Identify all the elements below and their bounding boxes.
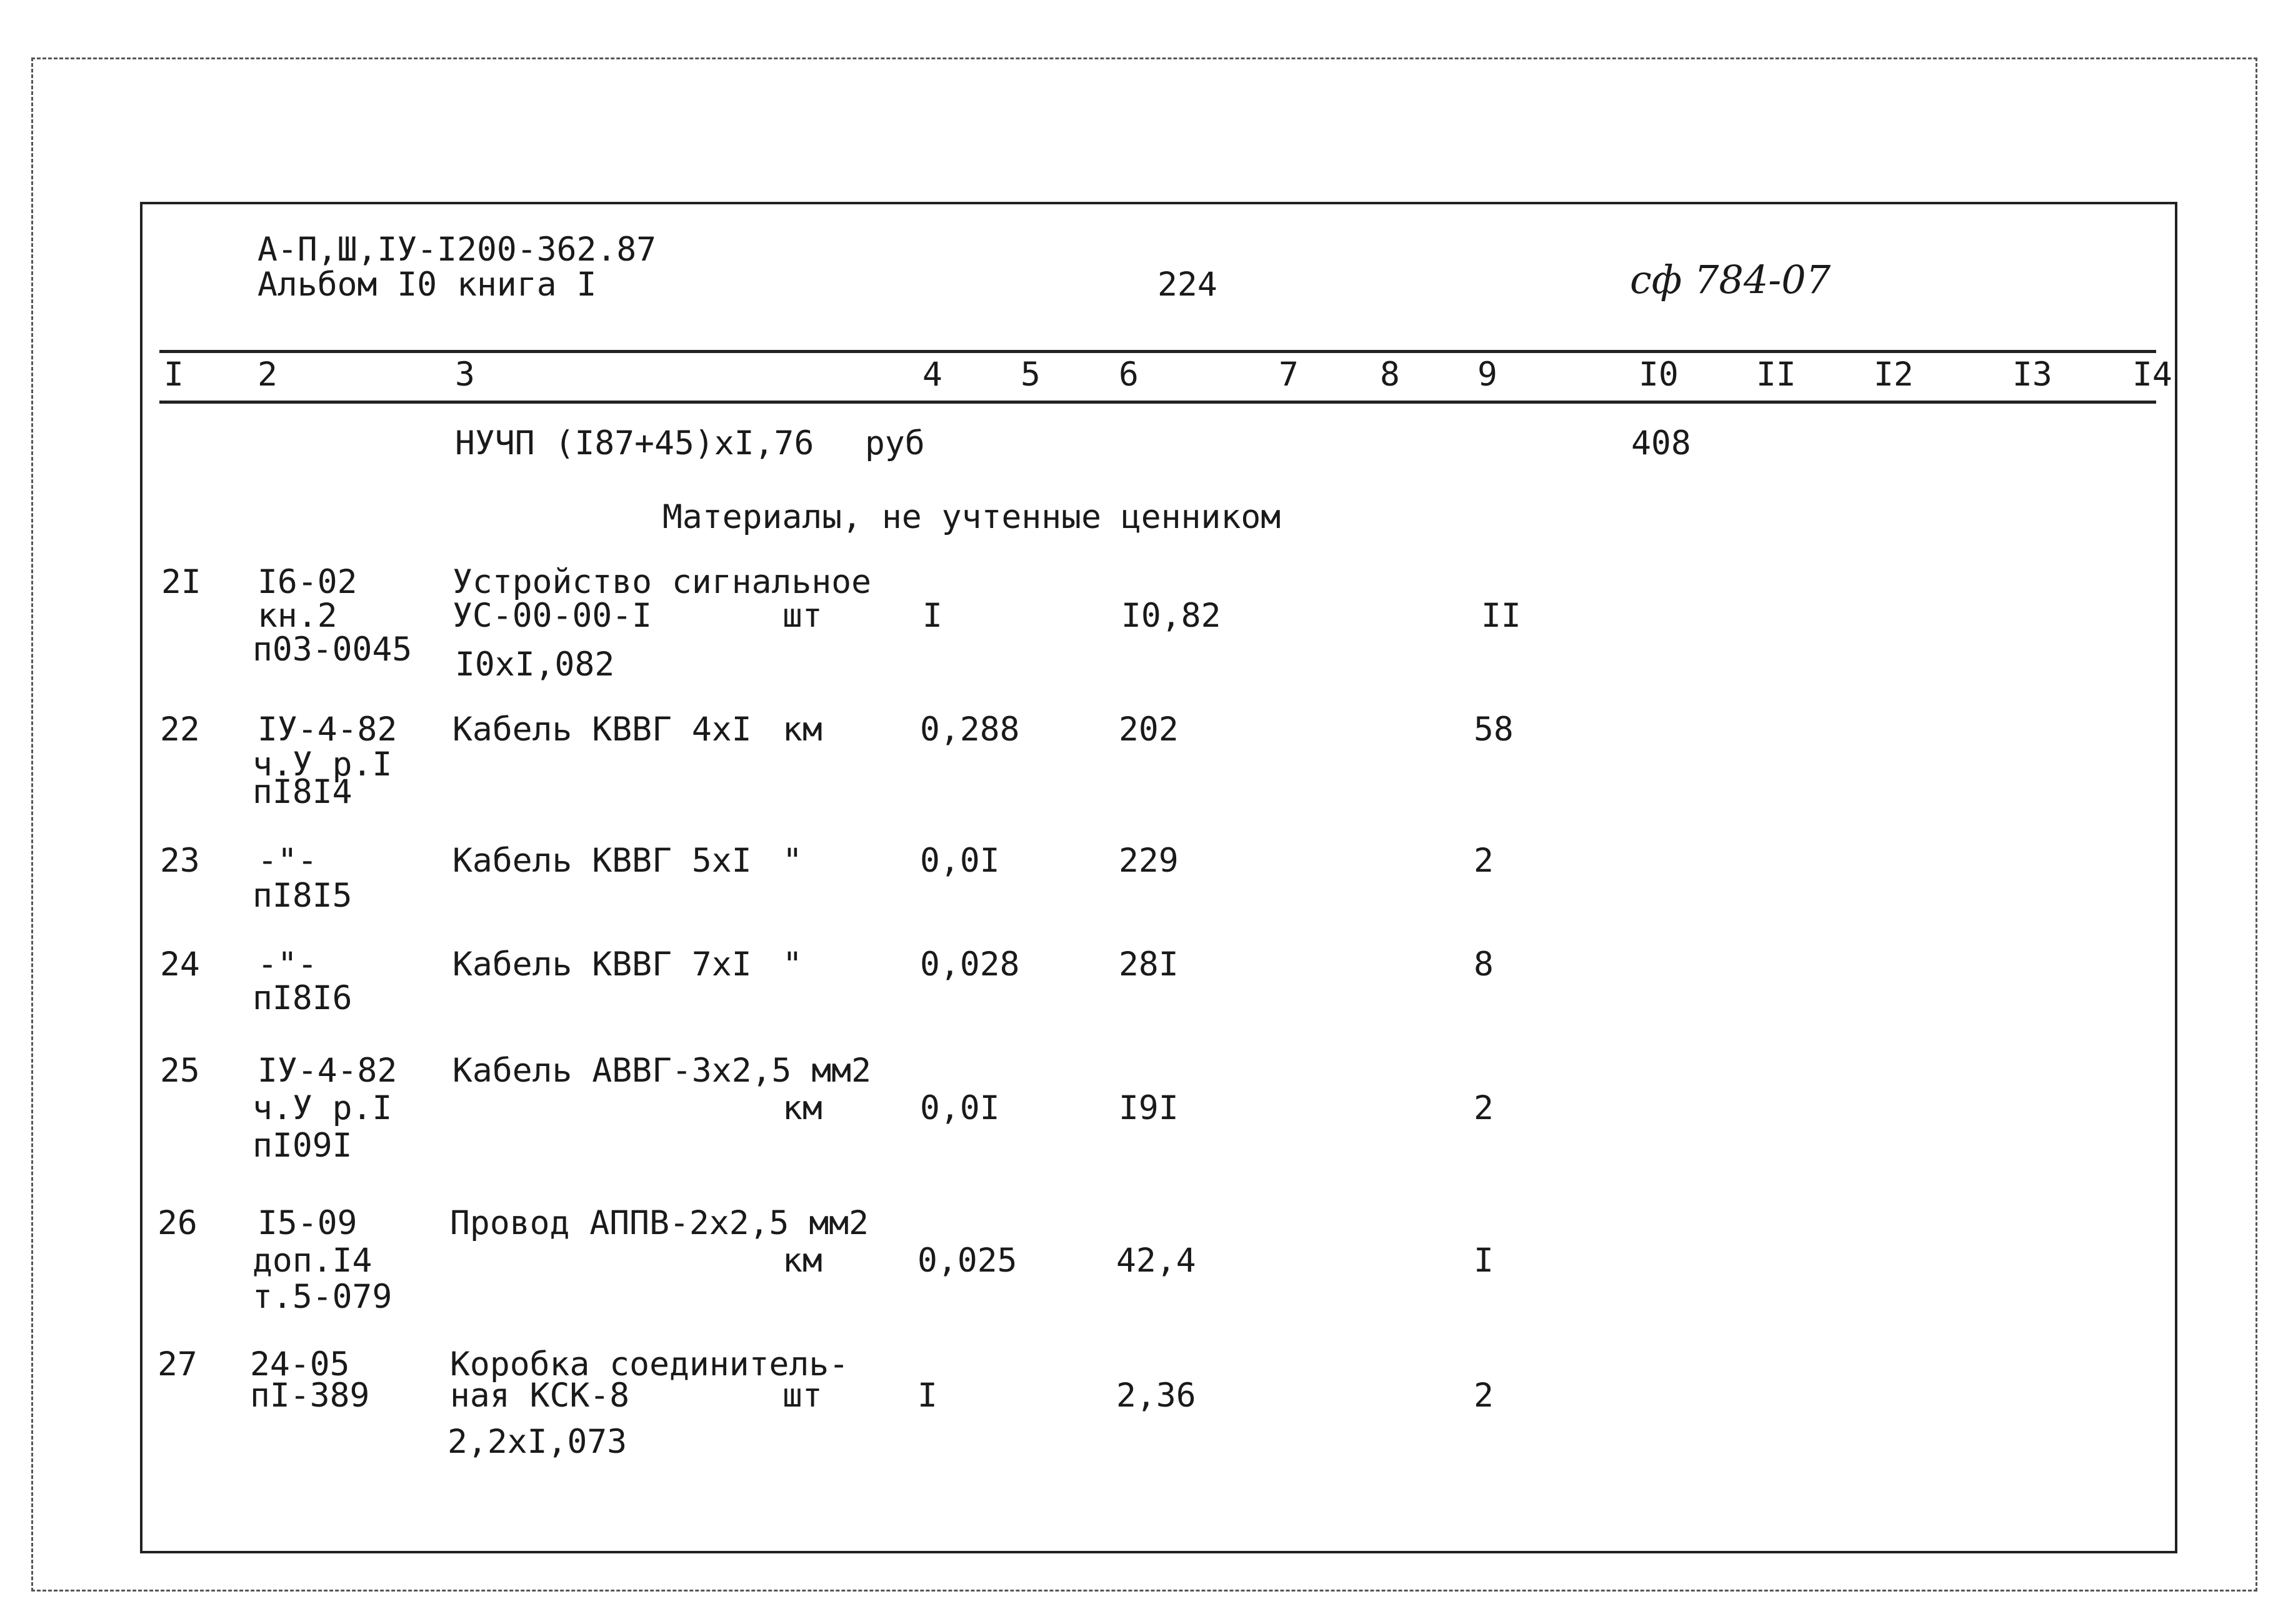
row-quantity: 0,0І [920,1089,1000,1127]
row-unit: км [782,1089,822,1127]
row-code-line: пІ8І5 [252,877,352,915]
overhead-label: НУЧП (І87+45)хІ,76 [455,424,814,462]
row-quantity: 0,028 [920,945,1020,984]
row-unit: " [782,945,802,984]
row-number: 25 [160,1052,200,1090]
row-number: 24 [160,945,200,984]
row-unit: км [782,1242,822,1280]
row-number: 23 [160,842,200,880]
row-sum: І [1474,1242,1494,1280]
row-number: 22 [160,710,200,749]
section-title: Материалы, не учтенные ценником [662,498,1281,536]
row-code-line: -"- [257,842,317,880]
row-note: 2,2хІ,073 [447,1423,627,1461]
row-unit: км [782,710,822,749]
row-unit: шт [782,1377,822,1415]
column-header-10: I0 [1639,356,1679,394]
row-name-line: Устройство сигнальное [452,563,872,601]
row-quantity: 0,0І [920,842,1000,880]
row-code-line: т.5-079 [252,1278,392,1316]
row-sum: 58 [1474,710,1514,749]
row-code-line: кн.2 [257,597,337,635]
row-price: 28І [1119,945,1179,984]
column-header-2: 2 [257,356,277,394]
row-sum: ІІ [1481,597,1521,635]
row-code-line: -"- [257,945,317,984]
row-quantity: І [922,597,942,635]
row-code-line: п03-0045 [252,630,412,669]
row-code-line: ІУ-4-82 [257,710,397,749]
row-quantity: 0,288 [920,710,1020,749]
row-sum: 8 [1474,945,1494,984]
column-header-14: I4 [2132,356,2172,394]
column-header-6: 6 [1119,356,1139,394]
column-header-11: II [1756,356,1796,394]
row-price: 229 [1119,842,1179,880]
row-code-line: ч.У р.І [252,1089,392,1127]
row-name-line: ная КСК-8 [450,1377,630,1415]
row-number: 27 [157,1345,197,1383]
row-price: І0,82 [1121,597,1221,635]
column-header-13: I3 [2012,356,2052,394]
row-code-line: ІУ-4-82 [257,1052,397,1090]
header-rule-bottom [159,401,2156,404]
row-code-line: І5-09 [257,1204,357,1242]
row-name-line: Кабель АВВГ-3х2,5 мм2 [452,1052,872,1090]
row-price: І9І [1119,1089,1179,1127]
row-price: 202 [1119,710,1179,749]
row-name-line: Кабель КВВГ 4хІ [452,710,752,749]
row-price: 2,36 [1116,1377,1196,1415]
row-note: І0хІ,082 [455,645,615,684]
page-number: 224 [1157,266,1217,304]
row-code-line: пІ8І4 [252,773,352,811]
handwritten-stamp: сф 784-07 [1630,257,1831,302]
row-unit: шт [782,597,822,635]
column-header-8: 8 [1380,356,1400,394]
row-name-line: Кабель КВВГ 7хІ [452,945,752,984]
row-quantity: 0,025 [917,1242,1017,1280]
row-sum: 2 [1474,842,1494,880]
document-code: А-П,Ш,ІУ-І200-362.87 [257,231,657,269]
column-header-4: 4 [922,356,942,394]
row-code-line: доп.І4 [252,1242,372,1280]
row-name-line: Коробка соединитель- [450,1345,849,1383]
overhead-unit: руб [865,424,925,462]
row-quantity: І [917,1377,937,1415]
column-header-5: 5 [1021,356,1041,394]
row-code-line: пІ8І6 [252,979,352,1017]
column-header-7: 7 [1279,356,1299,394]
row-code-line: ч.У р.І [252,745,392,784]
overhead-total: 408 [1631,424,1691,462]
row-code-line: пІ-389 [250,1377,370,1415]
row-sum: 2 [1474,1089,1494,1127]
column-header-12: I2 [1874,356,1914,394]
column-header-3: 3 [455,356,475,394]
album-line: Альбом І0 книга І [257,266,597,304]
row-name-line: Провод АППВ-2х2,5 мм2 [450,1204,869,1242]
row-price: 42,4 [1116,1242,1196,1280]
row-code-line: І6-02 [257,563,357,601]
row-name-line: Кабель КВВГ 5хІ [452,842,752,880]
row-number: 26 [157,1204,197,1242]
row-code-line: пІ09І [252,1127,352,1165]
row-code-line: 24-05 [250,1345,350,1383]
row-number: 2І [161,563,201,601]
row-name-line: УС-00-00-І [452,597,652,635]
header-rule-top [159,350,2156,353]
row-unit: " [782,842,802,880]
column-header-9: 9 [1477,356,1497,394]
row-sum: 2 [1474,1377,1494,1415]
column-header-1: I [164,356,184,394]
